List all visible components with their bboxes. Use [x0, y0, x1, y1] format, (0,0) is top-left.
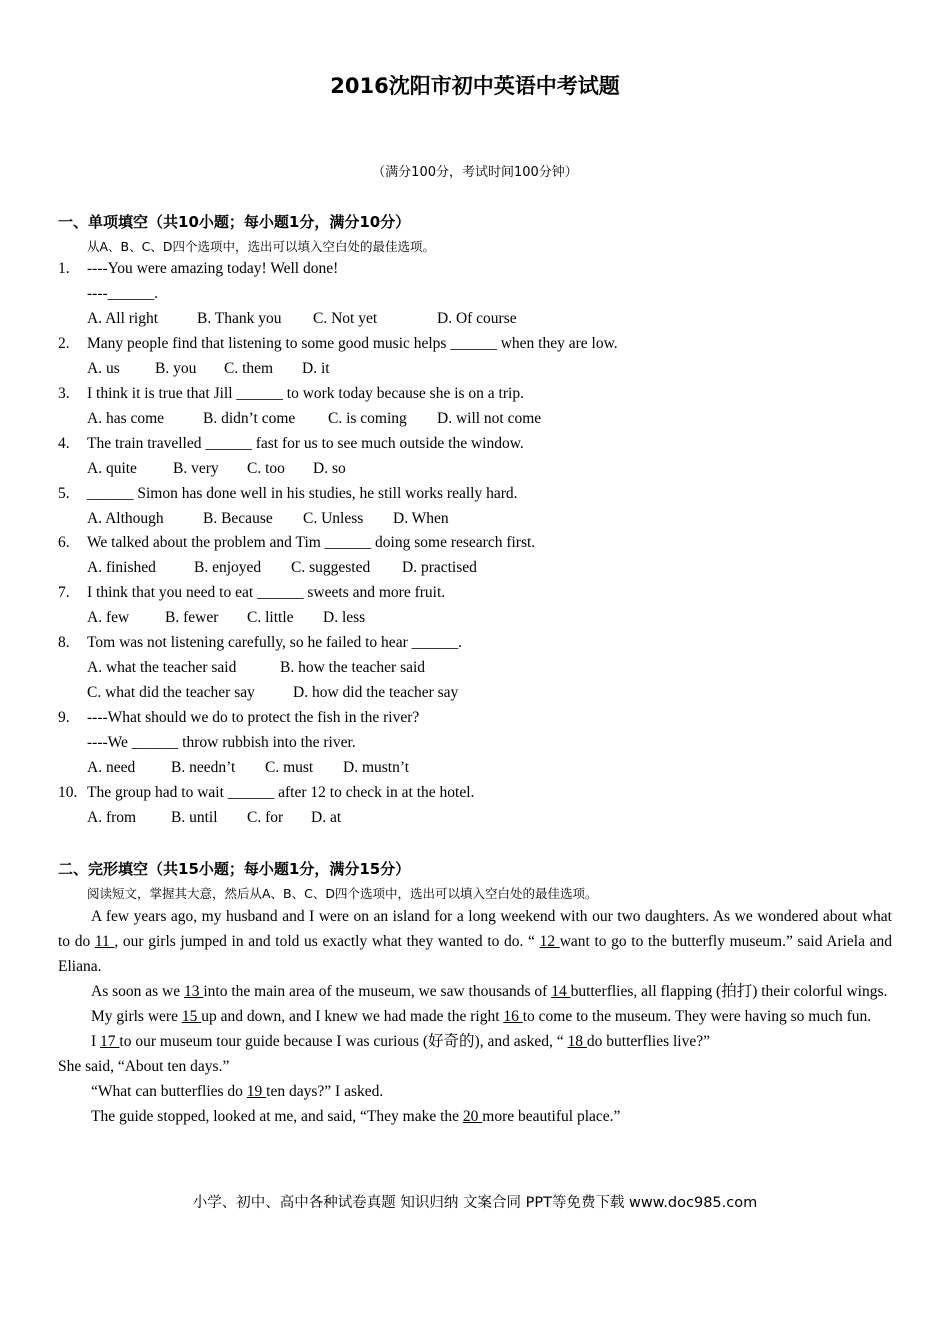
- passage-paragraph: “What can butterflies do 19 ten days?” I asked.: [91, 1083, 384, 1100]
- section2-instruction: 阅读短文，掌握其大意，然后从A、B、C、D四个选项中，选出可以填入空白处的最佳选项。: [87, 886, 598, 901]
- answer-option: C. Unless: [303, 509, 364, 527]
- passage-paragraph: A few years ago, my husband and I were on an island for a long weekend with our two daughters. As we wondered about what to do 11 , our girls jumped in and told us exactly what they wanted to do. “ 12 want to go to the butterfly museum.” said Ariela and Eliana.: [58, 908, 892, 975]
- blank-15: 15: [181, 1008, 202, 1025]
- blank-13: 13: [184, 983, 204, 1000]
- blank-11: 11: [94, 933, 115, 950]
- answer-option: B. fewer: [165, 609, 219, 627]
- answer-option: D. practised: [402, 559, 477, 577]
- answer-option: B. enjoyed: [194, 559, 262, 577]
- page-footer: 小学、初中、高中各种试卷真题 知识归纳 文案合同 PPT等免费下载 www.doc985.com: [192, 1195, 758, 1211]
- answer-option: A. us: [87, 359, 120, 377]
- answer-option: B. needn’t: [171, 759, 236, 776]
- answer-option: D. how did the teacher say: [293, 684, 459, 702]
- answer-option: A. what the teacher said: [87, 659, 237, 677]
- section1-heading: 一、单项填空（共10小题；每小题1分，满分10分）: [58, 213, 411, 231]
- answer-option: A. need: [87, 759, 136, 776]
- question-number: 2.: [58, 334, 70, 352]
- answer-option: D. it: [302, 359, 330, 377]
- passage-paragraph: As soon as we 13 into the main area of the museum, we saw thousands of 14 butterflies, all flapping (拍打) their colorful wings.: [91, 983, 888, 1000]
- answer-option: C. must: [265, 759, 314, 776]
- question-number: 3.: [58, 384, 70, 402]
- answer-option: B. didn’t come: [203, 409, 296, 427]
- answer-option: D. When: [393, 509, 449, 527]
- answer-option: A. Although: [87, 509, 164, 527]
- answer-option: B. until: [171, 808, 218, 826]
- question-stem: ----You were amazing today! Well done!: [87, 260, 339, 277]
- blank-17: 17: [100, 1033, 120, 1050]
- answer-option: A. quite: [87, 459, 137, 477]
- answer-option: B. you: [155, 359, 197, 377]
- question-number: 9.: [58, 709, 70, 727]
- passage-paragraph: My girls were 15 up and down, and I knew we had made the right 16 to come to the museum. They were having so much fun.: [91, 1008, 872, 1025]
- answer-option: A. from: [87, 808, 137, 826]
- answer-option: D. less: [323, 609, 366, 627]
- question-number: 10.: [58, 783, 78, 801]
- answer-option: B. Because: [203, 509, 273, 527]
- question-stem: Tom was not listening carefully, so he failed to hear ______.: [87, 634, 462, 652]
- question-stem: Many people find that listening to some good music helps ______ when they are low.: [87, 334, 618, 352]
- cloze-passage: [58, 904, 892, 1129]
- blank-19: 19: [246, 1083, 267, 1100]
- question-number: 4.: [58, 434, 70, 452]
- question-number: 7.: [58, 584, 70, 602]
- answer-option: D. Of course: [437, 309, 517, 327]
- question-number: 5.: [58, 484, 70, 502]
- question-number: 8.: [58, 634, 70, 652]
- answer-option: C. little: [247, 609, 294, 627]
- answer-option: A. few: [87, 609, 130, 627]
- answer-option: D. mustn’t: [343, 759, 410, 776]
- answer-option: C. too: [247, 459, 285, 477]
- section1-instruction: 从A、B、C、D四个选项中，选出可以填入空白处的最佳选项。: [87, 239, 435, 254]
- answer-option: B. Thank you: [197, 309, 282, 327]
- question-stem: ----What should we do to protect the fish in the river?: [87, 709, 420, 727]
- passage-paragraph: The guide stopped, looked at me, and said, “They make the 20 more beautiful place.”: [91, 1108, 621, 1125]
- answer-option: A. finished: [87, 559, 156, 577]
- blank-18: 18: [567, 1033, 587, 1050]
- question-number: 1.: [58, 260, 70, 277]
- answer-option: C. for: [247, 808, 284, 826]
- blank-16: 16: [503, 1008, 523, 1025]
- question-stem: ______ Simon has done well in his studies, he still works really hard.: [87, 484, 518, 502]
- answer-option: B. how the teacher said: [280, 659, 426, 677]
- question-stem: I think it is true that Jill ______ to work today because she is on a trip.: [87, 384, 524, 402]
- answer-option: D. so: [313, 459, 346, 477]
- answer-option: C. is coming: [328, 409, 407, 427]
- answer-option: D. will not come: [437, 409, 542, 427]
- question-stem: The train travelled ______ fast for us to see much outside the window.: [87, 434, 524, 452]
- question-stem: The group had to wait ______ after 12 to check in at the hotel.: [87, 783, 475, 801]
- answer-option: B. very: [173, 459, 219, 477]
- answer-option: C. suggested: [291, 559, 371, 577]
- answer-option: D. at: [311, 808, 342, 826]
- question-stem: I think that you need to eat ______ sweets and more fruit.: [87, 584, 446, 602]
- answer-option: C. Not yet: [313, 309, 378, 327]
- answer-option: A. All right: [87, 309, 159, 327]
- blank-12: 12: [539, 933, 560, 950]
- question-stem: We talked about the problem and Tim ______ doing some research first.: [87, 534, 536, 552]
- answer-option: A. has come: [87, 409, 165, 427]
- blank-14: 14: [551, 983, 571, 1000]
- blank-20: 20: [462, 1108, 483, 1125]
- exam-subtitle: （满分100分，考试时间100分钟）: [372, 165, 578, 180]
- passage-paragraph: I 17 to our museum tour guide because I was curious (好奇的), and asked, “ 18 do butterflies live?”: [91, 1033, 710, 1050]
- page-title: 2016沈阳市初中英语中考试题: [330, 74, 620, 98]
- question-number: 6.: [58, 534, 70, 552]
- section2-heading: 二、完形填空（共15小题；每小题1分，满分15分）: [58, 860, 411, 878]
- question-stem: ----We ______ throw rubbish into the river.: [87, 734, 356, 752]
- question-stem: ----______.: [87, 284, 159, 302]
- passage-paragraph: She said, “About ten days.”: [58, 1058, 230, 1075]
- answer-option: C. them: [224, 359, 274, 377]
- answer-option: C. what did the teacher say: [87, 684, 255, 702]
